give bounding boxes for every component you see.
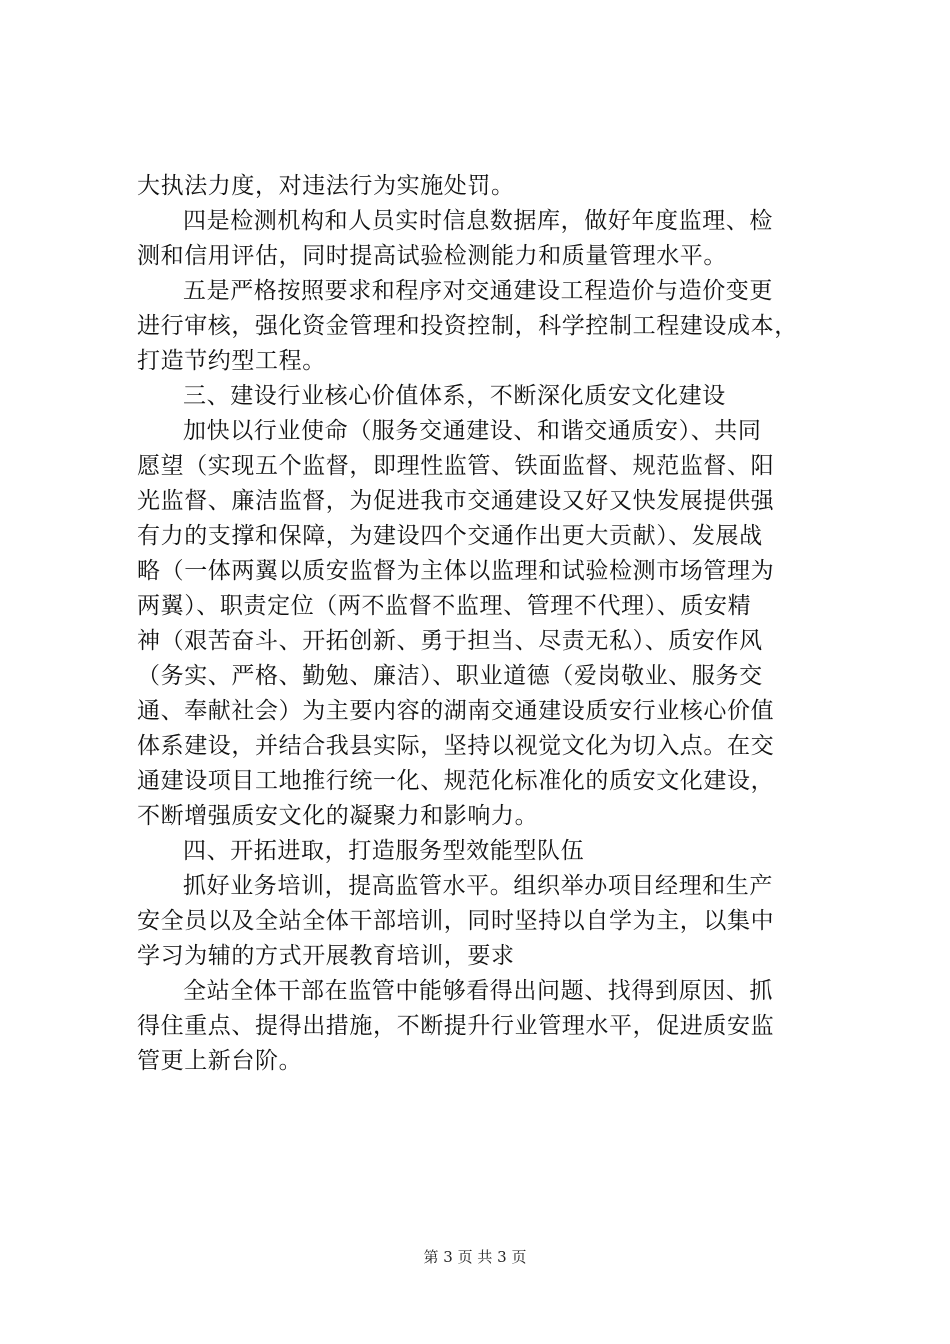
paragraph-line: 全站全体干部在监管中能够看得出问题、找得到原因、抓 (183, 978, 773, 1004)
text-line: 得住重点、提得出措施，不断提升行业管理水平，促进质安监 (137, 1013, 775, 1039)
text-line: 两翼）、职责定位（两不监督不监理、管理不代理）、质安精 (137, 593, 752, 619)
text-line: 光监督、廉洁监督，为促进我市交通建设又好又快发展提供强 (137, 488, 775, 514)
paragraph-line: 五是严格按照要求和程序对交通建设工程造价与造价变更 (183, 278, 773, 304)
section-heading: 四、开拓进取，打造服务型效能型队伍 (183, 838, 585, 864)
text-line: 管更上新台阶。 (137, 1048, 303, 1074)
paragraph-line: 四是检测机构和人员实时信息数据库，做好年度监理、检 (183, 208, 773, 234)
page-number-footer: 第 3 页 共 3 页 (423, 1248, 527, 1266)
text-line: 安全员以及全站全体干部培训，同时坚持以自学为主，以集中 (137, 908, 775, 934)
text-line: 愿望（实现五个监督，即理性监管、铁面监督、规范监督、阳 (137, 453, 775, 479)
document-body (137, 169, 837, 1079)
text-line: 打造节约型工程。 (137, 348, 326, 374)
text-line: 通建设项目工地推行统一化、规范化标准化的质安文化建设， (137, 768, 775, 794)
text-line: 进行审核，强化资金管理和投资控制，科学控制工程建设成本， (137, 313, 798, 339)
text-line: （务实、严格、勤勉、廉洁）、职业道德（爱岗敬业、服务交 (137, 663, 763, 689)
section-heading: 三、建设行业核心价值体系，不断深化质安文化建设 (183, 383, 726, 409)
paragraph-line: 加快以行业使命（服务交通建设、和谐交通质安）、共同 (183, 418, 762, 444)
text-line: 通、奉献社会）为主要内容的湖南交通建设质安行业核心价值 (137, 698, 775, 724)
paragraph-line: 抓好业务培训，提高监管水平。组织举办项目经理和生产 (183, 873, 773, 899)
text-line: 略（一体两翼以质安监督为主体以监理和试验检测市场管理为 (137, 558, 775, 584)
text-line: 大执法力度，对违法行为实施处罚。 (137, 173, 515, 199)
text-line: 学习为辅的方式开展教育培训，要求 (137, 943, 515, 969)
text-line: 神（艰苦奋斗、开拓创新、勇于担当、尽责无私）、质安作风 (137, 628, 763, 654)
text-line: 体系建设，并结合我县实际，坚持以视觉文化为切入点。在交 (137, 733, 775, 759)
text-line: 测和信用评估，同时提高试验检测能力和质量管理水平。 (137, 243, 727, 269)
text-line: 有力的支撑和保障，为建设四个交通作出更大贡献）、发展战 (137, 523, 763, 549)
text-line: 不断增强质安文化的凝聚力和影响力。 (137, 803, 539, 829)
